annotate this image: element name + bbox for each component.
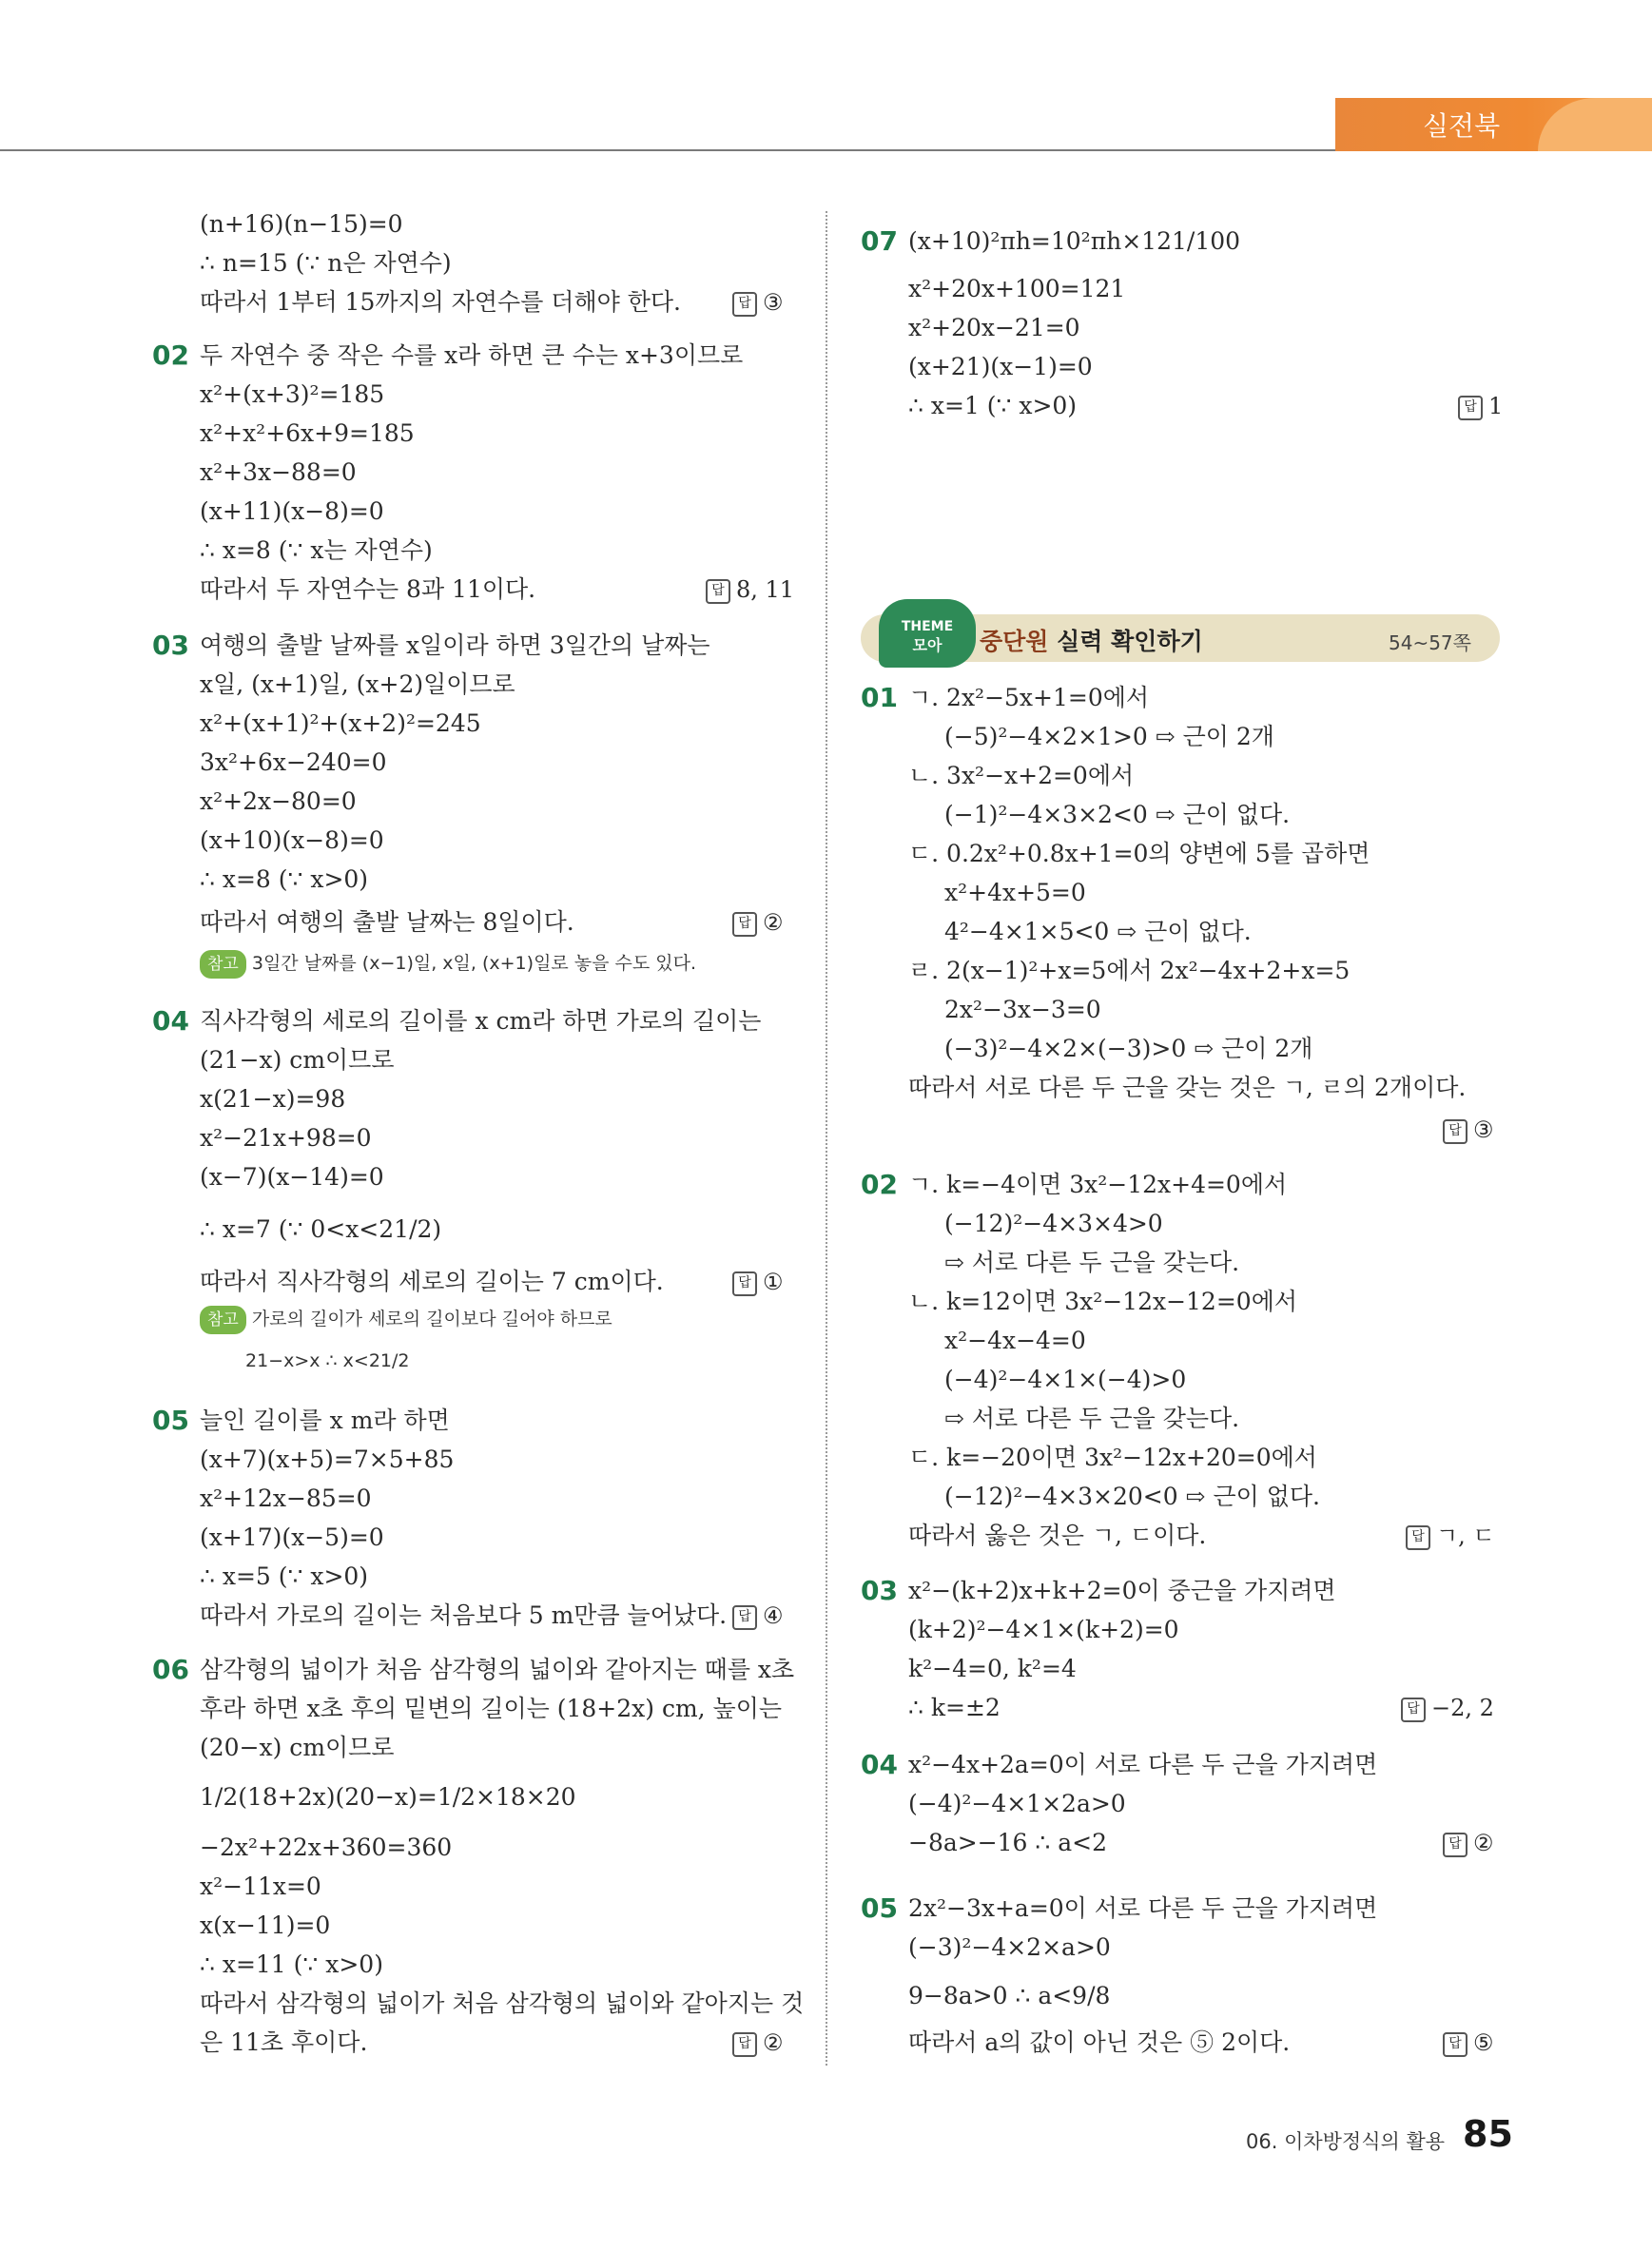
solution-line: 따라서 1부터 15까지의 자연수를 더해야 한다.: [200, 288, 681, 316]
answer-value: ③: [1473, 1116, 1494, 1143]
solution-line: x²−(k+2)x+k+2=0이 중근을 가지려면: [908, 1577, 1336, 1604]
answer-value: ③: [763, 289, 784, 316]
answer-label: [732, 1599, 784, 1633]
solution-line: (−3)²−4×2×(−3)>0 ⇨ 근이 2개: [944, 1035, 1313, 1062]
solution-line: x일, (x+1)일, (x+2)일이므로: [200, 670, 515, 698]
banner-title-rest: 실력 확인하기: [1048, 628, 1203, 655]
solution-line: (x+17)(x−5)=0: [200, 1523, 384, 1551]
solution-line: −8a>−16 ∴ a<2: [908, 1829, 1108, 1856]
problem-number: 03: [152, 630, 189, 661]
solution-line: −2x²+22x+360=360: [200, 1834, 453, 1861]
solution-line: ∴ x=8 (∵ x>0): [200, 865, 369, 893]
solution-line: ㄹ. 2(x−1)²+x=5에서 2x²−4x+2+x=5: [908, 957, 1351, 984]
solution-line: x²+(x+3)²=185: [200, 380, 385, 408]
answer-icon: 답: [732, 912, 757, 937]
banner-pages: 54~57쪽: [1389, 631, 1471, 654]
solution-line: 따라서 서로 다른 두 근을 갖는 것은 ㄱ, ㄹ의 2개이다.: [908, 1074, 1467, 1101]
solution-line: (21−x) cm이므로: [200, 1046, 395, 1074]
solution-line: 따라서 옳은 것은 ㄱ, ㄷ이다.: [908, 1522, 1207, 1549]
solution-line: x²+(x+1)²+(x+2)²=245: [200, 709, 481, 737]
tab-swoosh: [1538, 98, 1652, 151]
answer-value: 8, 11: [736, 576, 795, 603]
problem-number: 04: [861, 1749, 898, 1780]
answer-icon: 답: [732, 1271, 757, 1296]
solution-line: x²+20x+100=121: [908, 275, 1126, 302]
solution-line: ∴ k=±2: [908, 1694, 1001, 1721]
answer-icon: 답: [1458, 396, 1483, 420]
solution-line: ㄱ. 2x²−5x+1=0에서: [908, 684, 1150, 711]
solution-line: ⇨ 서로 다른 두 근을 갖는다.: [944, 1405, 1240, 1432]
reference-note: [200, 949, 696, 979]
problem-number: 01: [861, 682, 898, 713]
answer-value: 1: [1488, 393, 1504, 419]
solution-line: ∴ x=11 (∵ x>0): [200, 1950, 383, 1978]
note-text: 가로의 길이가 세로의 길이보다 길어야 하므로: [251, 1309, 612, 1329]
answer-label: [732, 2026, 784, 2060]
solution-line: 여행의 출발 날짜를 x일이라 하면 3일간의 날짜는: [200, 631, 710, 659]
solution-line: x²+3x−88=0: [200, 458, 357, 486]
solution-line: (−3)²−4×2×a>0: [908, 1933, 1111, 1961]
solution-line: 9−8a>0 ∴ a<9/8: [908, 1982, 1111, 2009]
answer-value: ②: [763, 909, 784, 936]
solution-line: (−12)²−4×3×20<0 ⇨ 근이 없다.: [944, 1483, 1320, 1510]
solution-line: x²−4x−4=0: [944, 1327, 1086, 1354]
answer-value: ①: [763, 1269, 784, 1295]
problem-number: 07: [861, 225, 898, 257]
answer-label: [1401, 1691, 1494, 1725]
answer-label: [732, 1265, 784, 1299]
answer-label: [732, 905, 784, 940]
section-tab-label: 실전북: [1423, 110, 1501, 142]
solution-line: ⇨ 서로 다른 두 근을 갖는다.: [944, 1249, 1240, 1276]
solution-line: (−4)²−4×1×2a>0: [908, 1790, 1126, 1817]
solution-line: x²−21x+98=0: [200, 1124, 372, 1152]
solution-line: (x+7)(x+5)=7×5+85: [200, 1446, 455, 1473]
solution-line: ∴ x=1 (∵ x>0): [908, 392, 1078, 419]
solution-line: 4²−4×1×5<0 ⇨ 근이 없다.: [944, 918, 1252, 945]
answer-label: [706, 572, 794, 607]
solution-line: (k+2)²−4×1×(k+2)=0: [908, 1616, 1179, 1643]
solution-line: 후라 하면 x초 후의 밑변의 길이는 (18+2x) cm, 높이는: [200, 1695, 782, 1722]
problem-number: 02: [152, 340, 189, 371]
solution-line: 직사각형의 세로의 길이를 x cm라 하면 가로의 길이는: [200, 1007, 762, 1035]
solution-line: (x+11)(x−8)=0: [200, 497, 384, 525]
banner-title: [980, 623, 1203, 657]
solution-line: 2x²−3x+a=0이 서로 다른 두 근을 가지려면: [908, 1894, 1378, 1922]
answer-label: [1458, 389, 1503, 423]
solution-line: 3x²+6x−240=0: [200, 748, 387, 776]
answer-icon: 답: [1443, 1833, 1467, 1857]
answer-icon: 답: [1443, 1119, 1467, 1144]
solution-line: 두 자연수 중 작은 수를 x라 하면 큰 수는 x+3이므로: [200, 341, 744, 369]
problem-number: 06: [152, 1654, 189, 1685]
solution-line: ∴ x=5 (∵ x>0): [200, 1562, 369, 1590]
solution-line: x²+20x−21=0: [908, 314, 1080, 341]
solution-line: (−4)²−4×1×(−4)>0: [944, 1366, 1187, 1393]
solution-line: 은 11초 후이다.: [200, 2028, 368, 2056]
answer-icon: 답: [1443, 2032, 1467, 2057]
solution-line: (−1)²−4×3×2<0 ⇨ 근이 없다.: [944, 801, 1291, 828]
solution-line: (20−x) cm이므로: [200, 1734, 395, 1761]
solution-line: 따라서 가로의 길이는 처음보다 5 m만큼 늘어났다.: [200, 1601, 728, 1629]
chapter-label: 06. 이차방정식의 활용: [1246, 2130, 1446, 2153]
solution-line: x²+4x+5=0: [944, 879, 1086, 906]
solution-line: 따라서 직사각형의 세로의 길이는 7 cm이다.: [200, 1268, 664, 1295]
answer-icon: 답: [1406, 1525, 1430, 1550]
solution-line: ㄱ. k=−4이면 3x²−12x+4=0에서: [908, 1171, 1288, 1198]
problem-number: 05: [152, 1405, 189, 1436]
solution-line: 2x²−3x−3=0: [944, 996, 1101, 1023]
section-tab: [1335, 98, 1652, 151]
answer-icon: 답: [732, 292, 757, 317]
page-number: 85: [1463, 2113, 1513, 2155]
theme-badge-title: THEME: [901, 619, 954, 634]
solution-line: 따라서 a의 값이 아닌 것은 ⑤ 2이다.: [908, 2028, 1291, 2056]
answer-value: −2, 2: [1431, 1695, 1494, 1721]
answer-label: [1443, 1113, 1494, 1147]
answer-value: ②: [763, 2029, 784, 2056]
solution-line: k²−4=0, k²=4: [908, 1655, 1077, 1682]
solution-line: ∴ x=8 (∵ x는 자연수): [200, 536, 433, 564]
note-tag: 참고: [200, 1306, 246, 1334]
answer-value: ②: [1473, 1830, 1494, 1856]
solution-line: 따라서 삼각형의 넓이가 처음 삼각형의 넓이와 같아지는 것: [200, 1989, 805, 2017]
solution-line: ㄴ. 3x²−x+2=0에서: [908, 762, 1135, 789]
answer-value: ㄱ, ㄷ: [1436, 1523, 1495, 1549]
problem-number: 03: [861, 1575, 898, 1606]
note-text: 3일간 날짜를 (x−1)일, x일, (x+1)일로 놓을 수도 있다.: [251, 953, 697, 974]
solution-line: (−5)²−4×2×1>0 ⇨ 근이 2개: [944, 723, 1274, 750]
note-tag: 참고: [200, 950, 246, 979]
solution-line: x²+12x−85=0: [200, 1484, 372, 1512]
solution-line: ㄷ. 0.2x²+0.8x+1=0의 양변에 5를 곱하면: [908, 840, 1370, 867]
solution-line: (x+10)(x−8)=0: [200, 826, 384, 854]
solution-line: (x+10)²πh=10²πh×121/100: [908, 227, 1241, 255]
solution-line: x²−11x=0: [200, 1873, 321, 1900]
answer-label: [1443, 2026, 1494, 2060]
solution-line: (x+21)(x−1)=0: [908, 353, 1093, 380]
solution-line: 따라서 여행의 출발 날짜는 8일이다.: [200, 908, 574, 936]
answer-icon: 답: [732, 1605, 757, 1630]
solution-line: 1/2(18+2x)(20−x)=1/2×18×20: [200, 1783, 576, 1811]
header-rule: [0, 149, 1335, 151]
solution-line: x(21−x)=98: [200, 1085, 346, 1113]
solution-line: x(x−11)=0: [200, 1911, 331, 1939]
solution-line: ∴ x=7 (∵ 0<x<21/2): [200, 1215, 442, 1243]
problem-number: 05: [861, 1892, 898, 1924]
solution-line: ㄴ. k=12이면 3x²−12x−12=0에서: [908, 1288, 1297, 1315]
theme-badge-sub: 모아: [912, 636, 943, 654]
solution-line: x²+x²+6x+9=185: [200, 419, 415, 447]
solution-line: (x−7)(x−14)=0: [200, 1163, 384, 1191]
problem-number: 02: [861, 1169, 898, 1200]
answer-icon: 답: [706, 579, 730, 604]
theme-badge: [879, 599, 976, 668]
solution-line: 따라서 두 자연수는 8과 11이다.: [200, 575, 536, 603]
answer-label: [1443, 1826, 1494, 1860]
banner-title-highlight: 중단원: [980, 628, 1049, 655]
solution-line: x²−4x+2a=0이 서로 다른 두 근을 가지려면: [908, 1751, 1378, 1778]
answer-value: ⑤: [1473, 2029, 1494, 2056]
answer-label: [732, 285, 784, 320]
solution-line: ㄷ. k=−20이면 3x²−12x+20=0에서: [908, 1444, 1317, 1471]
answer-label: [1406, 1519, 1495, 1553]
answer-icon: 답: [1401, 1698, 1426, 1722]
answer-value: ④: [763, 1602, 784, 1629]
reference-note: [200, 1305, 612, 1334]
solution-line: x²+2x−80=0: [200, 787, 357, 815]
problem-number: 04: [152, 1005, 189, 1037]
solution-line: 늘인 길이를 x m라 하면: [200, 1407, 450, 1434]
solution-line: 삼각형의 넓이가 처음 삼각형의 넓이와 같아지는 때를 x초: [200, 1656, 795, 1683]
solution-line: ∴ n=15 (∵ n은 자연수): [200, 249, 452, 277]
solution-line: (−12)²−4×3×4>0: [944, 1210, 1163, 1237]
solution-line: (n+16)(n−15)=0: [200, 210, 403, 238]
answer-icon: 답: [732, 2032, 757, 2057]
reference-note-formula: 21−x>x ∴ x<21/2: [245, 1350, 410, 1371]
column-divider: [826, 211, 827, 2066]
